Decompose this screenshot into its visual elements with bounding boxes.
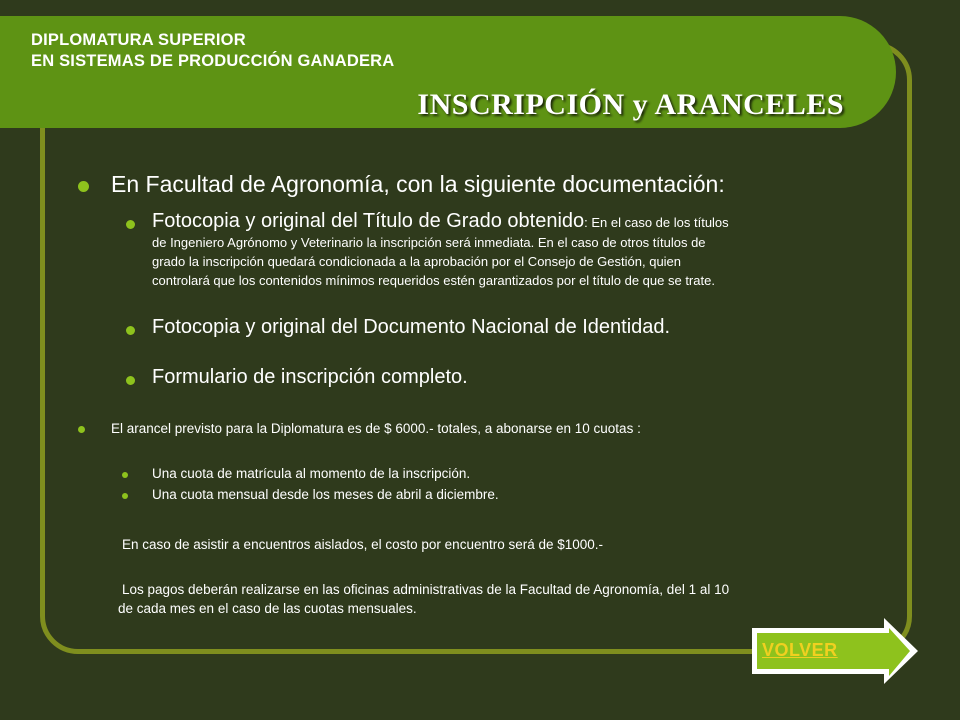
page-title: INSCRIPCIÓN y ARANCELES bbox=[417, 88, 844, 121]
content-frame bbox=[40, 42, 912, 654]
doc1-note-first: : En el caso de los títulos bbox=[584, 215, 729, 230]
fee-text: El arancel previsto para la Diplomatura es de $ 6000.- totales, a abonarse en 10 cuotas : bbox=[111, 421, 641, 436]
program-name-line1: DIPLOMATURA SUPERIOR bbox=[31, 31, 246, 49]
bullet-icon bbox=[78, 181, 89, 192]
back-button[interactable]: VOLVER bbox=[762, 640, 838, 660]
bullet-icon bbox=[126, 326, 135, 335]
bullet-icon bbox=[126, 220, 135, 229]
doc1-main: Fotocopia y original del Título de Grado obtenido bbox=[152, 210, 585, 232]
doc1-item bbox=[152, 210, 872, 290]
isolated-cost-text: En caso de asistir a encuentros aislados, el costo por encuentro será de $1000.- bbox=[122, 537, 604, 552]
bullet-icon bbox=[78, 426, 85, 433]
fee-item-2: Una cuota mensual desde los meses de abril a diciembre. bbox=[152, 487, 499, 502]
bullet-icon bbox=[122, 472, 128, 478]
payments-text bbox=[118, 580, 729, 618]
bullet-icon bbox=[126, 376, 135, 385]
payments-line-2: de cada mes en el caso de las cuotas mensuales. bbox=[118, 601, 417, 616]
program-name bbox=[31, 30, 394, 72]
doc1-note-line: grado la inscripción quedará condicionada a la aprobación por el Consejo de Gestión, quien bbox=[152, 254, 682, 269]
doc2-item: Fotocopia y original del Documento Nacional de Identidad. bbox=[152, 316, 671, 338]
intro-text: En Facultad de Agronomía, con la siguiente documentación: bbox=[111, 171, 725, 197]
payments-line-1: Los pagos deberán realizarse en las oficinas administrativas de la Facultad de Agronomía, del 1 al 10 bbox=[122, 582, 730, 597]
doc1-note-line: controlará que los contenidos mínimos requeridos estén garantizados por el título de que se trate. bbox=[152, 273, 715, 288]
program-name-line2: EN SISTEMAS DE PRODUCCIÓN GANADERA bbox=[31, 52, 395, 70]
bullet-icon bbox=[122, 493, 128, 499]
fee-item-1: Una cuota de matrícula al momento de la inscripción. bbox=[152, 466, 471, 481]
doc3-item: Formulario de inscripción completo. bbox=[152, 366, 468, 388]
doc1-note-line: de Ingeniero Agrónomo y Veterinario la inscripción será inmediata. En el caso de otros títulos de bbox=[152, 235, 706, 250]
